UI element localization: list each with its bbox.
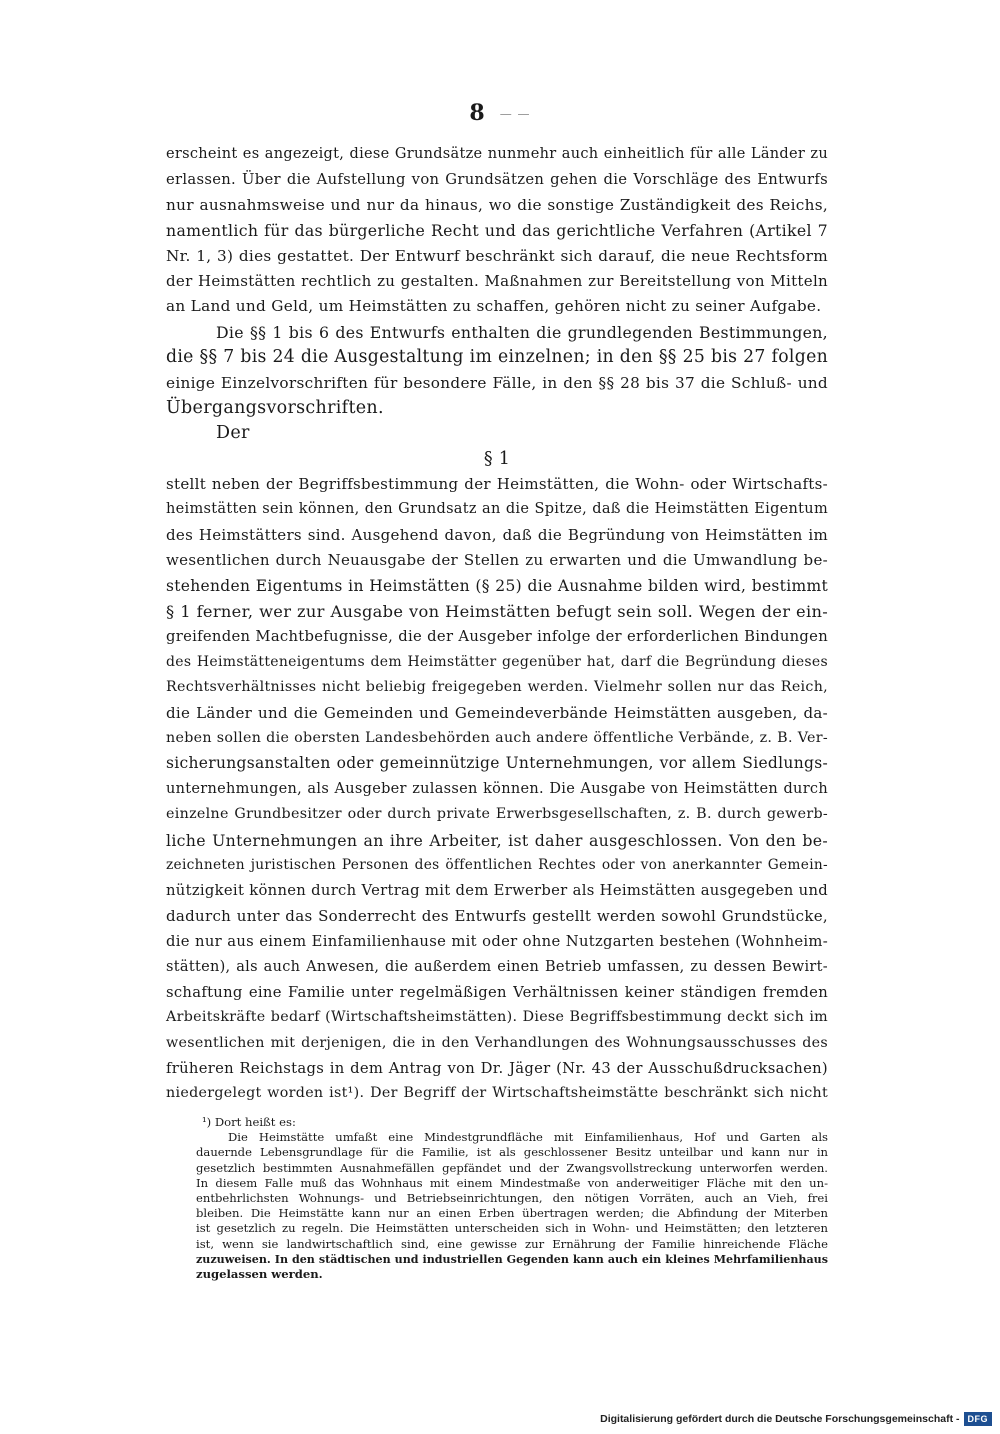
body-line: Rechtsverhältnisses nicht beliebig freigegeben werden. Vielmehr sollen nur das Reich, [166,679,828,696]
footnote-line: In diesem Falle muß das Wohnhaus mit einem Mindestmaße von anderweitiger Fläche mit den un- [196,1175,828,1190]
body-line: der Heimstätten rechtlich zu gestalten. Maßnahmen zur Bereitstellung von Mitteln [166,271,828,290]
body-line: § 1 [483,448,511,469]
body-line: Der [216,423,250,444]
body-line: namentlich für das bürgerliche Recht und das gerichtliche Verfahren (Artikel 7 [166,221,828,241]
footnote-intro-text: Dort heißt es: [214,1115,296,1129]
body-line: erscheint es angezeigt, diese Grundsätze nunmehr auch einheitlich für alle Länder zu [166,146,828,162]
footnote-marker: ¹) [202,1115,212,1129]
footnote-line: dauernde Lebensgrundlage für die Familie, ist als geschlossener Besitz unteilbar und kann nur in [196,1145,828,1160]
footnote-intro [196,1115,828,1130]
footnote-line: zugelassen werden. [196,1266,323,1281]
body-line: die §§ 7 bis 24 die Ausgestaltung im einzelnen; in den §§ 25 bis 27 folgen [166,347,828,368]
body-line: Übergangsvorschriften. [166,397,384,418]
page-number-mark: — — [499,107,531,121]
footnote-line: zuzuweisen. In den städtischen und industriellen Gegenden kann auch ein kleines Mehrfamilienhaus [196,1252,828,1266]
body-line: an Land und Geld, um Heimstätten zu schaffen, gehören nicht zu seiner Aufgabe. [166,297,822,316]
body-line: des Heimstätteneigentums dem Heimstätter gegenüber hat, darf die Begründung dieses [166,653,828,670]
footnote-lines [196,1130,828,1282]
dfg-logo: DFG [964,1412,993,1426]
footnote-line: bleiben. Die Heimstätte kann nur an einen Erben übertragen werden; die Abfindung der Miterben [196,1206,828,1221]
body-line: stehenden Eigentums in Heimstätten (§ 25) die Ausnahme bilden wird, bestimmt [166,576,828,595]
body-line: Arbeitskräfte bedarf (Wirtschaftsheimstätten). Diese Begriffsbestimmung deckt sich im [166,1009,828,1026]
body-line: niedergelegt worden ist¹). Der Begriff der Wirtschaftsheimstätte beschränkt sich nicht [166,1085,828,1102]
footnote-block [196,1115,828,1282]
body-line: liche Unternehmungen an ihre Arbeiter, ist daher ausgeschlossen. Von den be- [166,830,828,850]
body-line: wesentlichen mit derjenigen, die in den Verhandlungen des Wohnungsausschusses des [166,1034,828,1051]
footnote-line: ist gesetzlich zu regeln. Die Heimstätten unterscheiden sich in Wohn- und Heimstätten; den letzteren [196,1221,828,1236]
body-line: früheren Reichstags in dem Antrag von Dr. Jäger (Nr. 43 der Ausschußdrucksachen) [166,1060,828,1078]
body-line: nützigkeit können durch Vertrag mit dem Erwerber als Heimstätten ausgegeben und [166,882,828,900]
body-text [166,142,828,1107]
body-line: einzelne Grundbesitzer oder durch private Erwerbsgesellschaften, z. B. durch gewerb- [166,806,828,823]
body-line: die nur aus einem Einfamilienhause mit oder ohne Nutzgarten bestehen (Wohnheim- [166,933,828,951]
body-line: unternehmungen, als Ausgeber zulassen können. Die Ausgabe von Heimstätten durch [166,780,828,797]
body-line: Die §§ 1 bis 6 des Entwurfs enthalten die grundlegenden Bestimmungen, [216,322,828,342]
body-line: stätten), als auch Anwesen, die außerdem einen Betrieb umfassen, zu dessen Bewirt- [166,958,828,975]
body-line: einige Einzelvorschriften für besondere Fälle, in den §§ 28 bis 37 die Schluß- und [166,373,828,392]
body-line: stellt neben der Begriffsbestimmung der Heimstätten, die Wohn- oder Wirtschafts- [166,475,828,494]
footnote-line: entbehrlichsten Wohnungs- und Betriebseinrichtungen, den nötigen Vorräten, auch an Vieh, frei [196,1190,828,1205]
credit-text: Digitalisierung gefördert durch die Deutsche Forschungsgemeinschaft - [600,1413,960,1425]
body-line: greifenden Machtbefugnisse, die der Ausgeber infolge der erforderlichen Bindungen [166,628,828,646]
body-line: sicherungsanstalten oder gemeinnützige Unternehmungen, vor allem Siedlungs- [166,754,828,773]
body-line: heimstätten sein können, den Grundsatz an die Spitze, daß die Heimstätten Eigentum [166,501,828,518]
digitization-credit [600,1412,992,1426]
body-line: wesentlichen durch Neuausgabe der Stellen zu erwarten und die Umwandlung be- [166,551,828,570]
body-line: erlassen. Über die Aufstellung von Grundsätzen gehen die Vorschläge des Entwurfs [166,171,828,189]
body-line: zeichneten juristischen Personen des öffentlichen Rechtes oder von anerkannter Gemein- [166,856,828,873]
page-number-value: 8 [469,100,486,126]
footnote-line: Die Heimstätte umfaßt eine Mindestgrundfläche mit Einfamilienhaus, Hof und Garten als [228,1130,828,1145]
footnote-line: ist, wenn sie landwirtschaftlich sind, eine gewisse zur Ernährung der Familie hinreichende Fläche [196,1236,828,1251]
body-line: Nr. 1, 3) dies gestattet. Der Entwurf beschränkt sich darauf, die neue Rechtsform [166,246,828,265]
body-line: dadurch unter das Sonderrecht des Entwurfs gestellt werden sowohl Grundstücke, [166,906,828,925]
body-line: nur ausnahmsweise und nur da hinaus, wo die sonstige Zuständigkeit des Reichs, [166,195,828,214]
body-line: schaftung eine Familie unter regelmäßigen Verhältnissen keiner ständigen fremden [166,983,828,1001]
body-line: § 1 ferner, wer zur Ausgabe von Heimstätten befugt sein soll. Wegen der ein- [166,602,828,622]
footnote-line: gesetzlich bestimmten Ausnahmefällen gepfändet und der Zwangsvollstreckung unterworfen werden. [196,1160,828,1175]
page-number [0,100,1000,126]
body-line: des Heimstätters sind. Ausgehend davon, daß die Begründung von Heimstätten im [166,525,828,544]
body-line: neben sollen die obersten Landesbehörden auch andere öffentliche Verbände, z. B. Ver- [166,729,828,746]
body-line: die Länder und die Gemeinden und Gemeindeverbände Heimstätten ausgeben, da- [166,703,828,722]
